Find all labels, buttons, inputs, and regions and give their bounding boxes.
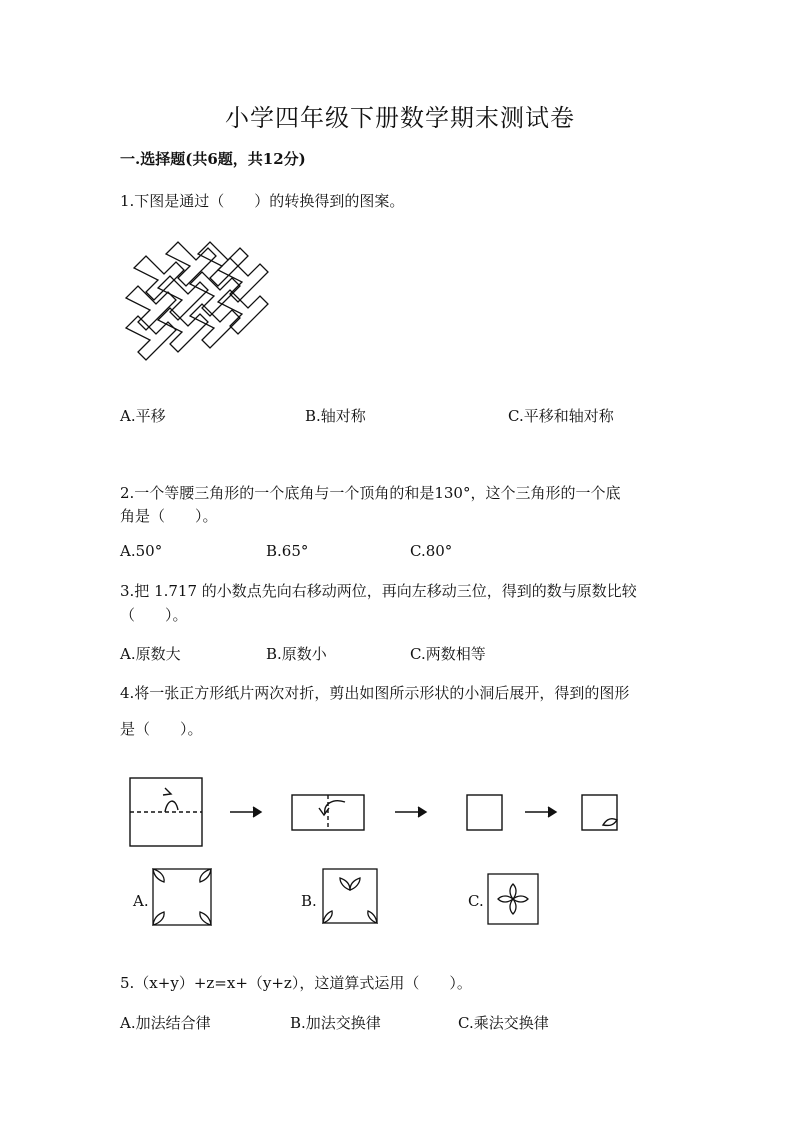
question-3-option-b[interactable]: B.原数小 [266,645,327,663]
question-2-option-b[interactable]: B.65° [266,542,309,560]
question-2-option-a[interactable]: A.50° [120,542,163,560]
question-3-option-c[interactable]: C.两数相等 [410,645,486,663]
question-4-option-c-figure[interactable] [487,873,539,925]
question-5-option-b[interactable]: B.加法交换律 [290,1014,381,1032]
question-5-option-c[interactable]: C.乘法交换律 [458,1014,549,1032]
question-5-stem: 5.（x+y）+z=x+（y+z），这道算式运用（ ）。 [120,974,472,992]
folding-step-3-square [467,795,502,830]
folding-sequence-figure [125,770,625,850]
question-2-stem-line2: 角是（ ）。 [120,507,218,525]
section-heading: 一.选择题(共6题，共12分) [120,150,306,168]
question-1-option-b[interactable]: B.轴对称 [305,407,366,425]
question-4-option-a-figure[interactable] [152,868,212,926]
question-3-stem-line2: （ ）。 [120,606,188,624]
question-3-option-a[interactable]: A.原数大 [120,645,181,663]
cut-hole [603,819,617,826]
question-1-option-a[interactable]: A.平移 [120,407,166,425]
question-4-option-a-label[interactable]: A. [133,892,149,910]
question-4-option-b-label[interactable]: B. [301,892,317,910]
question-3-stem-line1: 3.把 1.717 的小数点先向右移动两位，再向左移动三位，得到的数与原数比较 [120,582,637,600]
pattern-piece [198,242,248,286]
question-4-stem-line2: 是（ ）。 [120,720,203,738]
question-2-option-c[interactable]: C.80° [410,542,453,560]
pattern-piece [134,256,184,300]
pattern-piece [126,316,176,360]
question-1-pattern-figure [120,240,270,365]
question-2-stem-line1: 2.一个等腰三角形的一个底角与一个顶角的和是130°，这个三角形的一个底 [120,484,621,502]
page-title: 小学四年级下册数学期末测试卷 [225,104,575,132]
question-5-option-a[interactable]: A.加法结合律 [120,1014,211,1032]
fold-arrow-curved [165,801,178,812]
question-4-option-b-figure[interactable] [322,868,378,924]
question-1-option-c[interactable]: C.平移和轴对称 [508,407,614,425]
question-4-option-c-label[interactable]: C. [468,892,484,910]
question-4-stem-line1: 4.将一张正方形纸片两次对折，剪出如图所示形状的小洞后展开，得到的图形 [120,684,630,702]
question-1-stem: 1.下图是通过（ ）的转换得到的图案。 [120,192,405,210]
